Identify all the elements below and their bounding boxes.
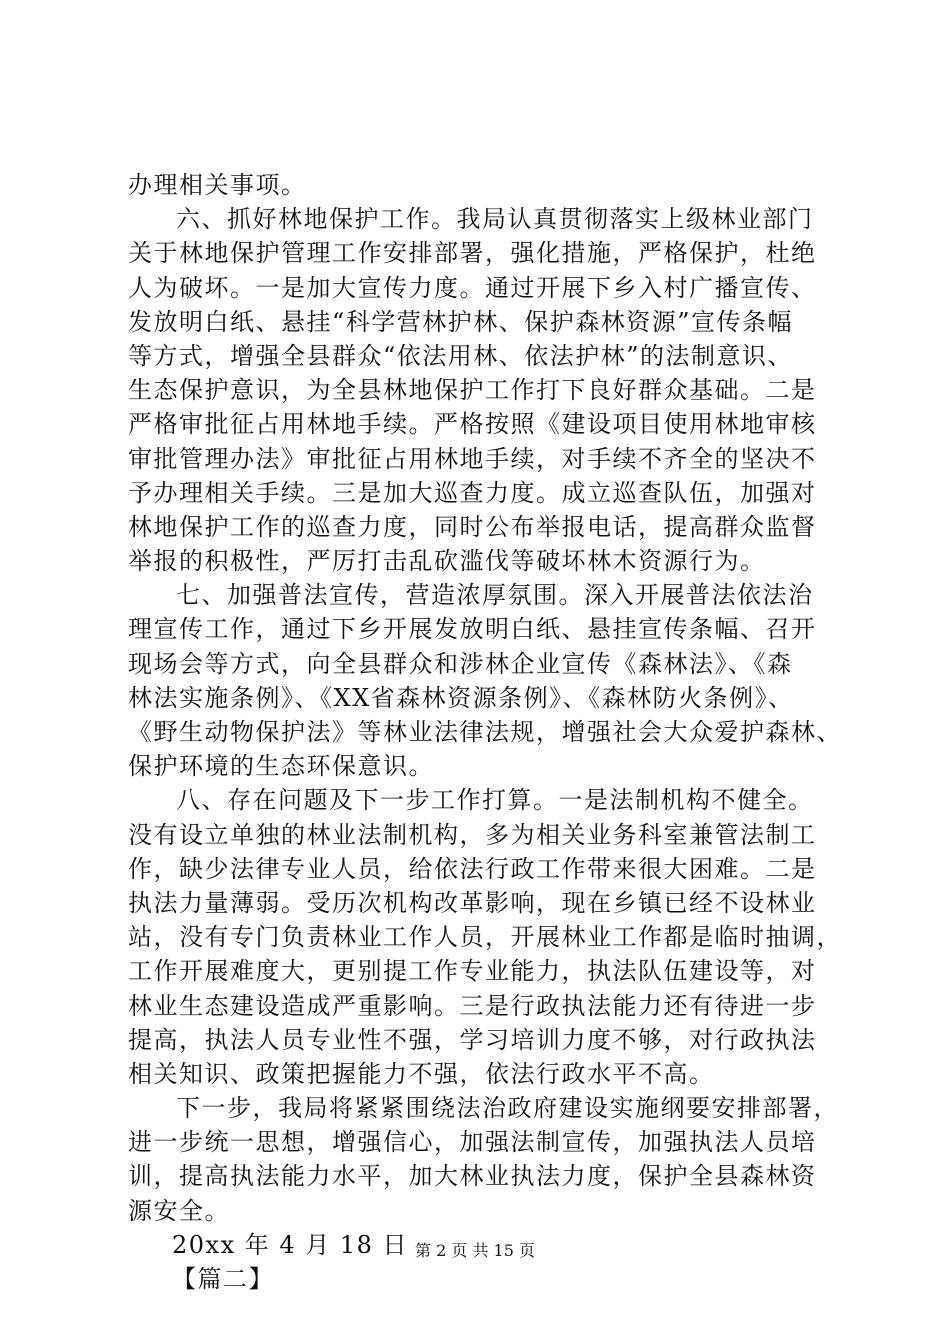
text-line: 相关知识、政策把握能力不强，依法行政水平不高。: [128, 1059, 715, 1088]
text-line: 七、加强普法宣传，营造浓厚氛围。深入开展普法依法治: [176, 581, 814, 610]
text-line: 没有设立单独的林业法制机构，多为相关业务科室兼管法制工: [128, 820, 817, 849]
text-line: 作，缺少法律专业人员，给依法行政工作带来很大困难。二是: [128, 854, 817, 883]
document-body: [128, 168, 842, 1296]
text-line: 林地保护工作的巡查力度，同时公布举报电话，提高群众监督: [128, 512, 817, 541]
text-line: 六、抓好林地保护工作。我局认真贯彻落实上级林业部门: [176, 205, 814, 234]
text-line: 等方式，增强全县群众“依法用林、依法护林”的法制意识、: [128, 341, 794, 370]
text-line: 源安全。: [128, 1196, 230, 1225]
text-line: 审批管理办法》审批征占用林地手续，对手续不齐全的坚决不: [128, 444, 817, 473]
text-line: 林业生态建设造成严重影响。三是行政执法能力还有待进一步: [128, 991, 817, 1020]
text-line: 站，没有专门负责林业工作人员，开展林业工作都是临时抽调，: [128, 923, 842, 952]
text-line: 下一步，我局将紧紧围绕法治政府建设实施纲要安排部署，: [176, 1094, 839, 1123]
section-heading: 【篇二】: [172, 1265, 274, 1293]
text-line: 人为破坏。一是加大宣传力度。通过开展下乡入村广播宣传、: [128, 273, 817, 302]
text-line: 八、存在问题及下一步工作打算。一是法制机构不健全。: [176, 786, 814, 815]
text-line: 严格审批征占用林地手续。严格按照《建设项目使用林地审核: [128, 410, 817, 439]
text-line: 发放明白纸、悬挂“科学营林护林、保护森林资源”宣传条幅: [128, 307, 794, 336]
page-number-footer: 第 2 页 共 15 页: [415, 1241, 535, 1260]
text-line: 理宣传工作，通过下乡开展发放明白纸、悬挂宣传条幅、召开: [128, 615, 817, 644]
text-line: 执法力量薄弱。受历次机构改革影响，现在乡镇已经不设林业: [128, 888, 817, 917]
text-line: 提高，执法人员专业性不强，学习培训力度不够，对行政执法: [128, 1025, 817, 1054]
text-line: 办理相关事项。: [128, 171, 307, 199]
document-date: 20xx 年 4 月 18 日: [172, 1230, 409, 1259]
text-line: 关于林地保护管理工作安排部署，强化措施，严格保护，杜绝: [128, 239, 817, 268]
text-line: 予办理相关手续。三是加大巡查力度。成立巡查队伍，加强对: [128, 478, 817, 507]
text-line: 生态保护意识，为全县林地保护工作打下良好群众基础。二是: [128, 376, 817, 405]
text-line: 保护环境的生态环保意识。: [128, 752, 434, 781]
text-line: 举报的积极性，严厉打击乱砍滥伐等破坏林木资源行为。: [128, 547, 766, 576]
text-line: 进一步统一思想，增强信心，加强法制宣传，加强执法人员培: [128, 1128, 817, 1157]
text-line: 林法实施条例》、《XX省森林资源条例》、《森林防火条例》、: [128, 683, 794, 712]
text-line: 训，提高执法能力水平，加大林业执法力度，保护全县森林资: [128, 1162, 817, 1191]
text-line: 现场会等方式，向全县群众和涉林企业宣传《森林法》、《森: [128, 649, 793, 678]
text-line: 工作开展难度大，更别提工作专业能力，执法队伍建设等，对: [128, 957, 817, 986]
text-line: 《野生动物保护法》等林业法律法规，增强社会大众爱护森林、: [128, 718, 842, 746]
